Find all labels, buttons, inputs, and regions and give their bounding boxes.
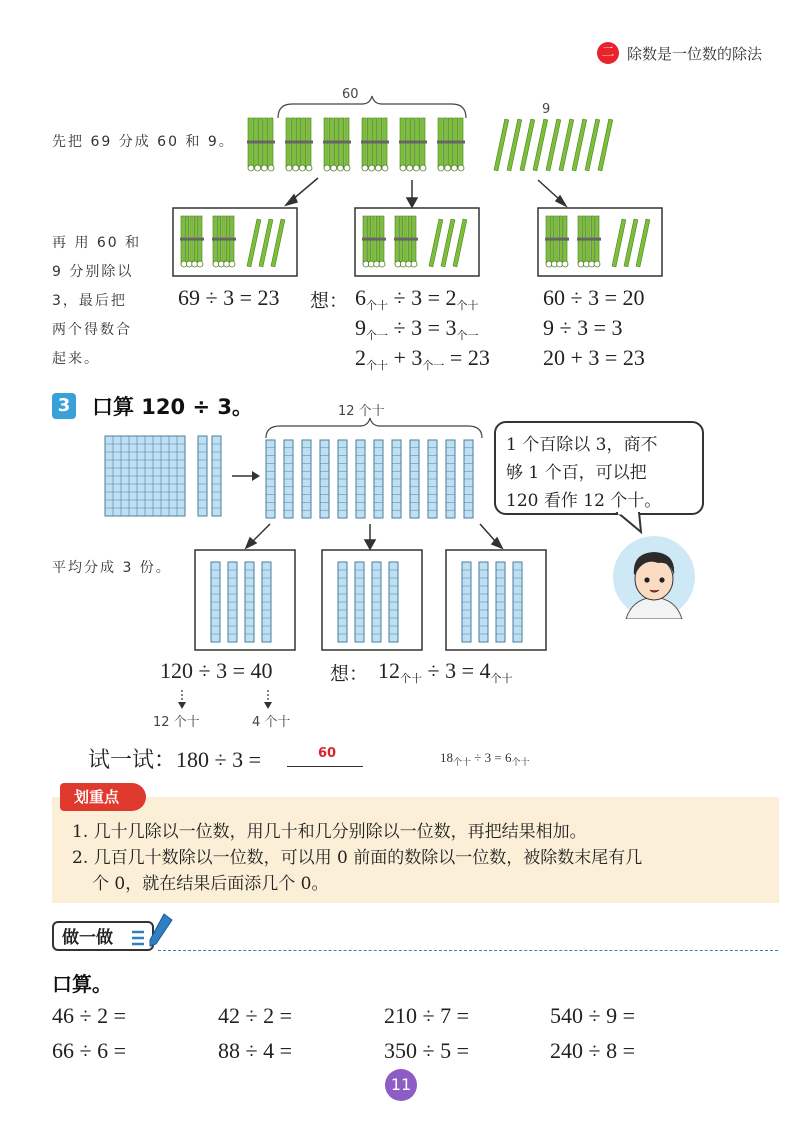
- ten-stick-bundle: [323, 118, 351, 171]
- one-stick: [533, 119, 548, 171]
- main-equation-120: 120 ÷ 3 = 40: [160, 658, 273, 683]
- ten-rod: [284, 440, 293, 518]
- ten-rod: [496, 562, 505, 642]
- ten-rod: [372, 562, 381, 642]
- ten-stick-bundle: [212, 216, 236, 267]
- try-it-hint: $18_{个十} \div 3 = 6_{个十}$: [440, 750, 530, 768]
- key-point-2: 2. 几百几十数除以一位数，可以用 0 前面的数除以一位数，被除数末尾有几: [72, 848, 643, 868]
- bubble-tail: [615, 512, 645, 534]
- chapter-badge: 二: [597, 42, 619, 64]
- speech-bubble: 1 个百除以 3，商不 够 1 个百，可以把 120 看作 12 个十。: [494, 421, 704, 515]
- ten-rod: [479, 562, 488, 642]
- practice-tag: 做一做: [52, 921, 154, 951]
- exercise-item[interactable]: 240 ÷ 8 =: [550, 1038, 635, 1063]
- label-nine: 9: [542, 102, 551, 117]
- ten-rod: [245, 562, 254, 642]
- ten-rod: [392, 440, 401, 518]
- practice-heading: 口算。: [52, 972, 112, 996]
- ten-stick-bundle: [437, 118, 465, 171]
- exercise-item[interactable]: 66 ÷ 6 =: [52, 1038, 126, 1063]
- ten-rod: [374, 440, 383, 518]
- think-label: 想：: [310, 290, 349, 312]
- key-point-1: 1. 几十几除以一位数，用几十和几分别除以一位数，再把结果相加。: [72, 822, 587, 842]
- exercise-item[interactable]: 210 ÷ 7 =: [384, 1003, 469, 1028]
- ten-rod: [464, 440, 473, 518]
- avatar: [612, 535, 696, 619]
- one-stick: [598, 119, 613, 171]
- exercise-item[interactable]: 350 ÷ 5 =: [384, 1038, 469, 1063]
- ten-rod: [410, 440, 419, 518]
- label-sixty: 60: [342, 87, 359, 102]
- method-text: 再 用 60 和 9 分别除以 3，最后把 两个得数合 起来。: [52, 235, 142, 367]
- one-stick: [520, 119, 535, 171]
- ten-rod: [389, 562, 398, 642]
- ten-rod: [262, 562, 271, 642]
- key-point-2-cont: 个 0，就在结果后面添几个 0。: [92, 874, 329, 894]
- try-it-equation: 试一试：180 ÷ 3 =: [88, 747, 261, 772]
- think-label-2: 想：: [330, 663, 369, 685]
- ten-rod: [228, 562, 237, 642]
- ten-stick-bundle: [362, 216, 386, 267]
- one-stick: [507, 119, 522, 171]
- intro-text: 先把 69 分成 60 和 9。: [52, 134, 235, 150]
- ten-stick-bundle: [285, 118, 313, 171]
- ten-rod: [266, 440, 275, 518]
- ten-rod: [320, 440, 329, 518]
- key-points-tag: 划重点: [60, 783, 146, 811]
- ten-stick-bundle: [545, 216, 569, 267]
- ones-sticks-group: [494, 119, 613, 171]
- ten-rod: [302, 440, 311, 518]
- think-line-2: 9个一 ÷ 3 = 3个一: [355, 315, 479, 342]
- ten-rod: [446, 440, 455, 518]
- under-label-right: 4 个十: [252, 715, 291, 730]
- example-number-badge: 3: [52, 393, 76, 419]
- ten-stick-bundle: [577, 216, 601, 267]
- ten-rod: [462, 562, 471, 642]
- ten-stick-bundle: [394, 216, 418, 267]
- exercise-item[interactable]: 46 ÷ 2 =: [52, 1003, 126, 1028]
- under-label-left: 12 个十: [153, 715, 200, 730]
- pencil-icon: [128, 910, 176, 950]
- exercise-item[interactable]: 540 ÷ 9 =: [550, 1003, 635, 1028]
- ten-rod: [355, 562, 364, 642]
- try-it-answer[interactable]: 60: [318, 746, 337, 761]
- ten-bundles-group: [247, 118, 465, 171]
- ten-rod: [428, 440, 437, 518]
- example-title: 口算 120 ÷ 3。: [92, 395, 253, 419]
- ten-rod: [338, 562, 347, 642]
- ten-stick-bundle: [180, 216, 204, 267]
- brace-label: 12 个十: [338, 404, 385, 419]
- ten-stick-bundle: [399, 118, 427, 171]
- ten-rod: [513, 562, 522, 642]
- one-stick: [494, 119, 509, 171]
- practice-divider: [158, 950, 778, 951]
- ten-rod: [338, 440, 347, 518]
- think-line-3: 2个十 + 3个一 = 23: [355, 345, 490, 372]
- one-stick: [572, 119, 587, 171]
- page-number: 11: [385, 1069, 417, 1101]
- answer-line: [287, 766, 363, 767]
- ten-rod: [212, 436, 221, 516]
- ten-rod: [211, 562, 220, 642]
- one-stick: [546, 119, 561, 171]
- right-eq-2: 9 ÷ 3 = 3: [543, 315, 623, 340]
- ten-stick-bundle: [247, 118, 275, 171]
- exercise-item[interactable]: 88 ÷ 4 =: [218, 1038, 292, 1063]
- ten-stick-bundle: [361, 118, 389, 171]
- right-eq-3: 20 + 3 = 23: [543, 345, 645, 370]
- ten-rod: [356, 440, 365, 518]
- one-stick: [559, 119, 574, 171]
- ten-rod: [198, 436, 207, 516]
- split-label: 平均分成 3 份。: [52, 560, 172, 576]
- chapter-title: 除数是一位数的除法: [627, 45, 763, 63]
- exercise-item[interactable]: 42 ÷ 2 =: [218, 1003, 292, 1028]
- think-line-1: 6个十 ÷ 3 = 2个十: [355, 285, 479, 312]
- main-equation-69: 69 ÷ 3 = 23: [178, 285, 280, 310]
- right-eq-1: 60 ÷ 3 = 20: [543, 285, 645, 310]
- dotted-arrows: [170, 688, 290, 712]
- think-equation-2: 12个十 ÷ 3 = 4个十: [378, 658, 513, 685]
- one-stick: [585, 119, 600, 171]
